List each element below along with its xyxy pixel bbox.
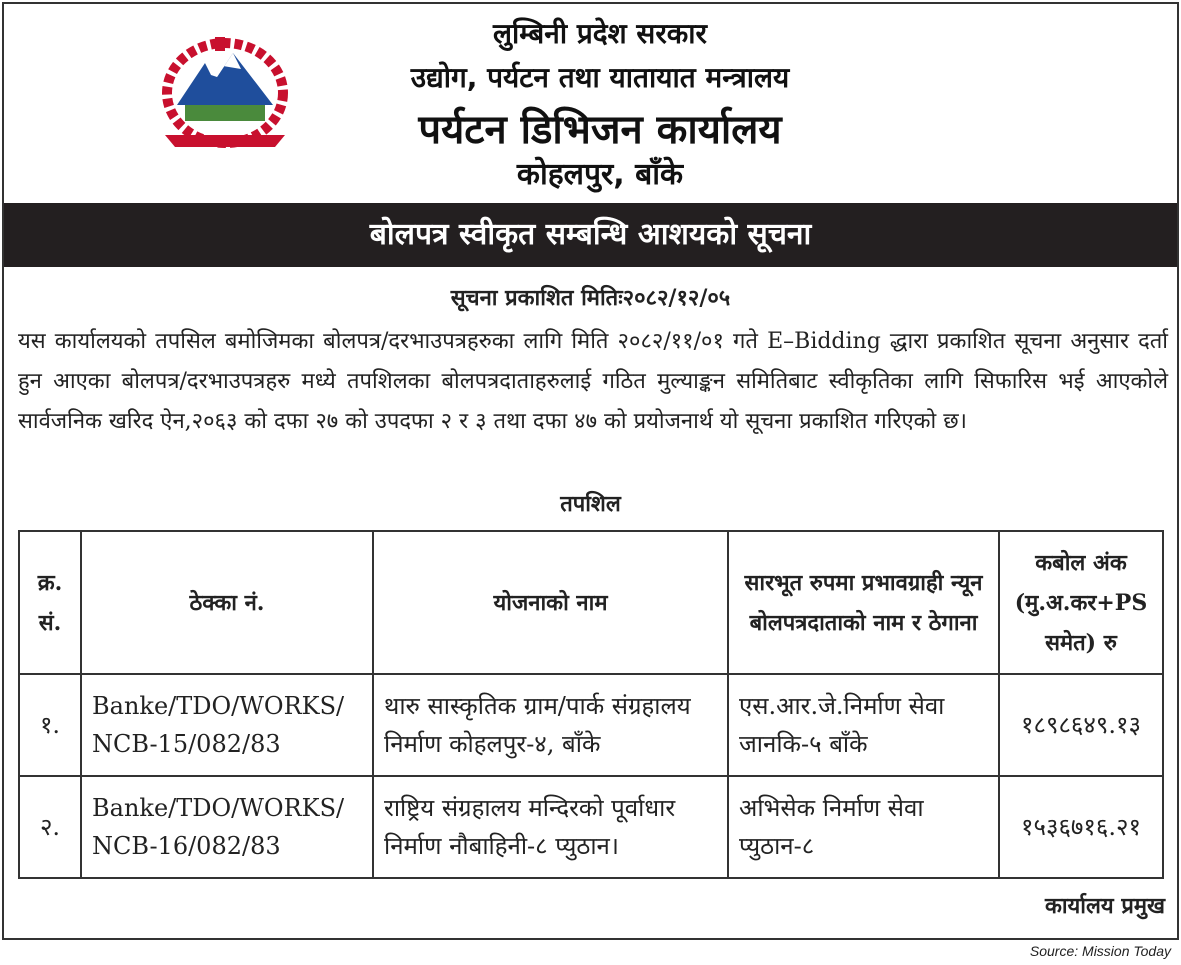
- col-contract-no: ठेक्का नं.: [81, 531, 373, 674]
- ministry-name: उद्योग, पर्यटन तथा यातायात मन्त्रालय: [410, 61, 790, 94]
- bidder: एस.आर.जे.निर्माण सेवा जानकि-५ बाँके: [728, 674, 999, 776]
- contract-no: Banke/TDO/WORKS/ NCB-15/082/83: [81, 674, 373, 776]
- notice-body: यस कार्यालयको तपसिल बमोजिमका बोलपत्र/दरभाउपत्रहरुका लागि मिति २०८२/११/०१ गते E–Bidding द्धारा प्रकाशित सूचना अनुसार दर्ता हुन आएका बोलपत्र/दरभाउपत्रहरु मध्ये तपशिलका बोलपत्रदाताहरुलाई गठित मुल्याङ्कन समितिबाट स्वीकृतिका लागि सिफारिस भई आएकोले सार्वजनिक खरिद ऐन,२०६३ को दफा २७ को उपदफा २ र ३ तथा दफा ४७ को प्रयोजनार्थ यो सूचना प्रकाशित गरिएको छ।: [18, 329, 1168, 434]
- bid-amount: १५३६७१६.२१: [999, 776, 1163, 878]
- table-row: [19, 776, 1163, 878]
- contract-no: Banke/TDO/WORKS/ NCB-16/082/83: [81, 776, 373, 878]
- signature: कार्यालय प्रमुख: [1044, 893, 1165, 919]
- bid-amount: १८९८६४९.१३: [999, 674, 1163, 776]
- table-caption: तपशिल: [560, 491, 621, 517]
- source-credit: Source: Mission Today: [1029, 943, 1171, 959]
- serial: २.: [19, 776, 81, 878]
- province-government: लुम्बिनी प्रदेश सरकार: [492, 17, 708, 50]
- office-location: कोहलपुर, बाँके: [516, 157, 684, 192]
- col-project-name: योजनाको नाम: [373, 531, 728, 674]
- published-date: सूचना प्रकाशित मितिः२०८२/१२/०५: [450, 285, 731, 311]
- project-name: थारु सास्कृतिक ग्राम/पार्क संग्रहालय निर्माण कोहलपुर-४, बाँके: [373, 674, 728, 776]
- serial: १.: [19, 674, 81, 776]
- office-name: पर्यटन डिभिजन कार्यालय: [418, 107, 782, 153]
- nepal-emblem-logo: [155, 35, 295, 155]
- notice-title: बोलपत्र स्वीकृत सम्बन्धि आशयको सूचना: [4, 203, 1177, 267]
- notice-header: [0, 0, 1181, 200]
- col-serial: क्र. सं.: [19, 531, 81, 674]
- table-header-row: [19, 531, 1163, 674]
- col-bidder: सारभूत रुपमा प्रभावग्राही न्यून बोलपत्रदाताको नाम र ठेगाना: [728, 531, 999, 674]
- col-bid-amount: कबोल अंक (मु.अ.कर+PS समेत) रु: [999, 531, 1163, 674]
- table-row: [19, 674, 1163, 776]
- project-name: राष्ट्रिय संग्रहालय मन्दिरको पूर्वाधार निर्माण नौबाहिनी-८ प्युठान।: [373, 776, 728, 878]
- bidder: अभिसेक निर्माण सेवा प्युठान-८: [728, 776, 999, 878]
- bid-table: [18, 530, 1164, 879]
